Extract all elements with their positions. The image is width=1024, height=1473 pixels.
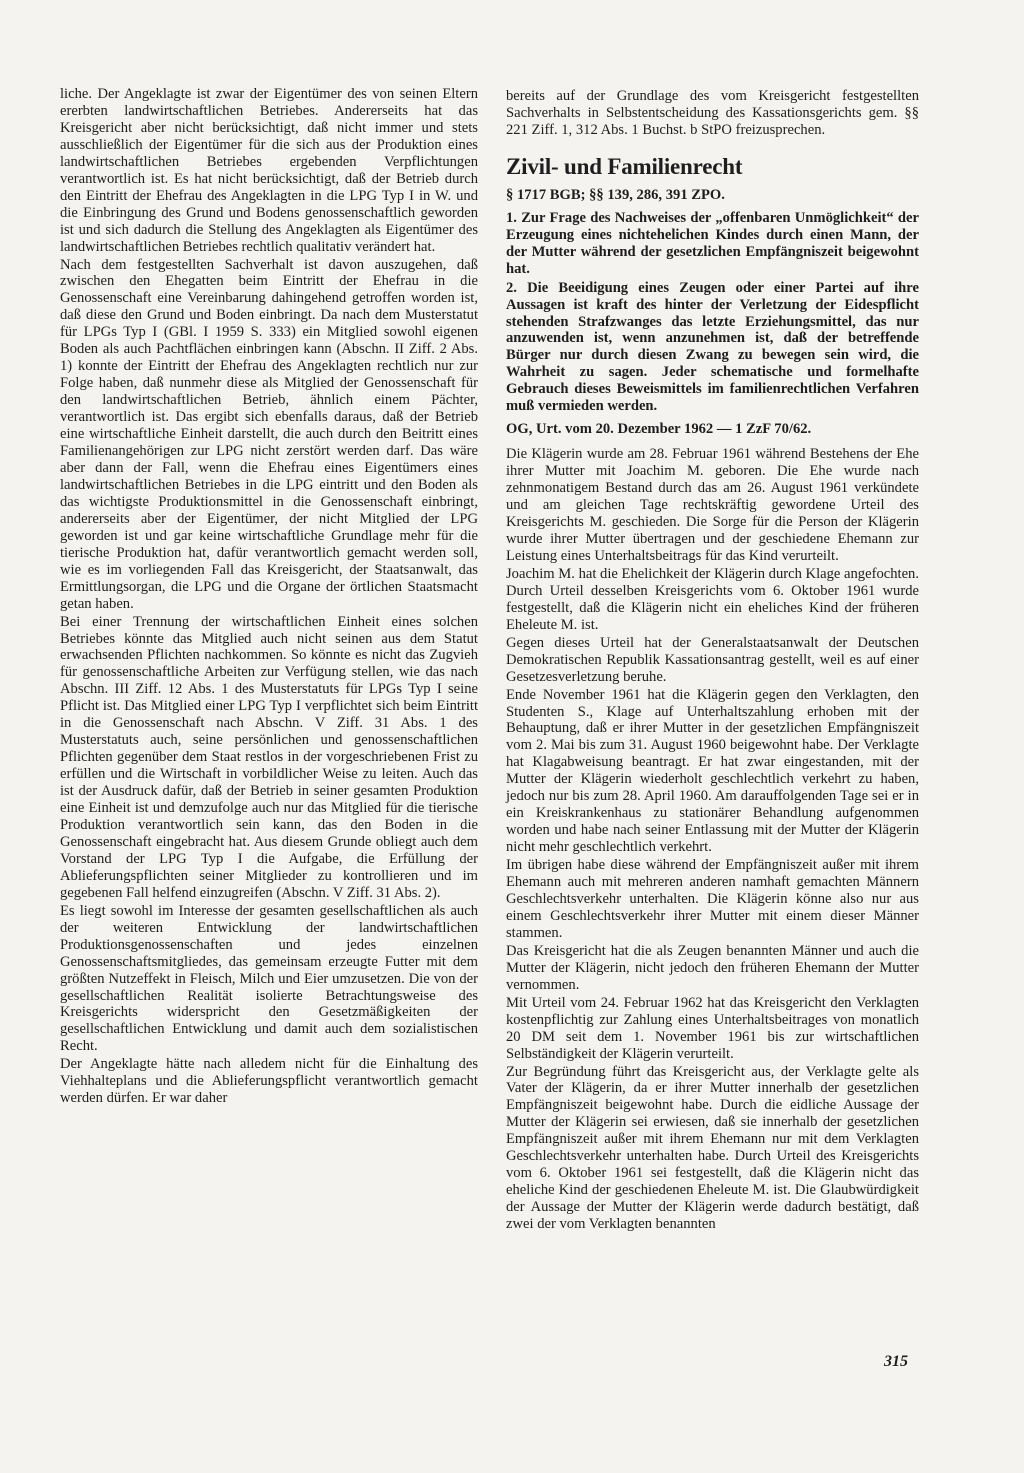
headnote: 1. Zur Frage des Nachweises der „offenbaren Unmöglichkeit“ der Erzeugung eines nichtehelichen Kindes durch einen Mann, der der Mutter während der gesetzlichen Empfängniszeit beigewohnt hat. [506, 209, 919, 277]
headnote: 2. Die Beeidigung eines Zeugen oder einer Partei auf ihre Aussagen ist kraft des hinter der Verletzung der Eidespflicht stehenden Strafzwanges das letzte Erziehungsmittel, das nur anzuwenden ist, wenn anzunehmen ist, daß der betreffende Bürger nur durch diesen Zwang zu bewegen sein wird, die Wahrheit zu sagen. Jeder schematische und formelhafte Gebrauch dieses Beweismittels im familienrechtlichen Verfahren muß vermieden werden. [506, 279, 919, 415]
left-column [60, 86, 478, 1108]
court-reference: OG, Urt. vom 20. Dezember 1962 — 1 ZzF 70/62. [506, 421, 812, 438]
paragraph: Bei einer Trennung der wirtschaftlichen Einheit eines solchen Betriebes könnte das Mitglied auch nicht seinen aus dem Statut erwachsenden Pflichten nachkommen. So könnte es nicht das Zugvieh für genossenschaftliche Arbeiten zur Verfügung stellen, wie das nach Abschn. III Ziff. 12 Abs. 1 des Musterstatuts für LPGs Typ I seine Pflicht ist. Das Mitglied einer LPG Typ I verpflichtet sich beim Eintritt in die Genossenschaft nach Abschn. V Ziff. 31 Abs. 1 des Musterstatuts auch, seine persönlichen und genossenschaftlichen Pflichten gegenüber dem Staat restlos in der vorgeschriebenen Frist zu erfüllen und die Wirtschaft in vorbildlicher Weise zu leiten. Auch das ist der Ausdruck dafür, daß der Betrieb in seiner gesamten Produktion eine Einheit ist und demzufolge auch nur das Mitglied für die tierische Produktion verantwortlich sein kann, das den Boden in die Genossenschaft eingebracht hat. Aus diesem Grunde obliegt auch dem Vorstand der LPG Typ I die Aufgabe, die Erfüllung der Ablieferungspflichten seiner Mitglieder zu kontrollieren und im gegebenen Fall helfend einzugreifen (Abschn. V Ziff. 31 Abs. 2). [60, 613, 478, 901]
paragraph: Im übrigen habe diese während der Empfängniszeit außer mit ihrem Ehemann auch mit mehreren anderen namhaft gemachten Männern Geschlechtsverkehr unterhalten. Die Klägerin könne also nur aus einem Geschlechtsverkehr ihrer Mutter mit einem dieser Männer stammen. [506, 857, 919, 941]
paragraph: Ende November 1961 hat die Klägerin gegen den Verklagten, den Studenten S., Klage auf Unterhaltszahlung erhoben mit der Behauptung, daß er ihrer Mutter in der gesetzlichen Empfängniszeit vom 2. Mai bis zum 31. August 1960 beigewohnt habe. Der Verklagte hat Klagabweisung beantragt. Er hat zwar eingestanden, mit der Mutter der Klägerin wiederholt geschlechtlich verkehrt zu haben, jedoch nur bis zum 28. April 1960. Am darauffolgenden Tage sei er in ein Kreiskrankenhaus zu stationärer Behandlung aufgenommen worden und habe nach seiner Entlassung mit der Mutter der Klägerin nicht mehr geschlechtlich verkehrt. [506, 686, 919, 856]
legal-norms: § 1717 BGB; §§ 139, 286, 391 ZPO. [506, 186, 725, 203]
page-number: 315 [884, 1353, 908, 1370]
paragraph: liche. Der Angeklagte ist zwar der Eigentümer des von seinen Eltern ererbten landwirtschaftlichen Betriebes. Andererseits hat das Kreisgericht aber nicht berücksichtigt, daß nicht immer und stets ausschließlich der Eigentümer für die sich aus der Produktion eines landwirtschaftlichen Betriebes ergebenden Verpflichtungen verantwortlich ist. Es hat nicht berücksichtigt, daß der Betrieb durch den Eintritt der Ehefrau des Angeklagten in die LPG Typ I in W. und die Einbringung des Grund und Bodens genossenschaftlich geworden ist und sich dadurch die Stellung des Angeklagten als Eigentümer des landwirtschaftlichen Betriebes rechtlich qualitativ verändert hat. [60, 86, 478, 255]
paragraph: Gegen dieses Urteil hat der Generalstaatsanwalt der Deutschen Demokratischen Republik Kassationsantrag gestellt, weil es auf einer Gesetzesverletzung beruhe. [506, 634, 919, 685]
paragraph: Nach dem festgestellten Sachverhalt ist davon auszugehen, daß zwischen den Ehegatten beim Eintritt der Ehefrau in die Genossenschaft eine Vereinbarung dahingehend getroffen worden ist, daß diese den Grund und Boden einbringt. Da nach dem Musterstatut für LPGs Typ I (GBl. I 1959 S. 333) ein Mitglied sowohl eigenen Boden als auch Pachtflächen einbringen kann (Abschn. II Ziff. 2 Abs. 1) konnte der Eintritt der Ehefrau des Angeklagten rechtlich nur zur Folge haben, daß nunmehr diese als Mitglied der Genossenschaft für den landwirtschaftlichen Betrieb, ähnlich einem Pächter, verantwortlich ist. Das ergibt sich ebenfalls daraus, daß der Betrieb eine wirtschaftliche Einheit darstellt, die auch durch den Beitritt eines Familienangehörigen zur LPG nicht zerstört werden darf. Das wäre aber dann der Fall, wenn die Ehefrau eines Eigentümers eines landwirtschaftlichen Betriebes in die LPG eintritt und den Boden als das wichtigste Produktionsmittel in die Genossenschaft einbringt, andererseits aber der Eigentümer, der nicht Mitglied der LPG geworden ist und gar keine wirtschaftliche Grundlage mehr für die tierische Produktion hat, dafür verantwortlich gemacht werden soll, wie es im vorliegenden Fall das Kreisgericht, der Staatsanwalt, das Ermittlungsorgan, die LPG und die Organe der örtlichen Staatsmacht getan haben. [60, 256, 478, 612]
paragraph: Die Klägerin wurde am 28. Februar 1961 während Bestehens der Ehe ihrer Mutter mit Joachim M. geboren. Die Ehe wurde nach zehnmonatigem Bestand durch das am 26. August 1961 verkündete und am gleichen Tage rechtskräftig gewordene Urteil des Kreisgerichts M. geschieden. Die Sorge für die Person der Klägerin wurde ihrer Mutter übertragen und der geschiedene Ehemann zur Leistung eines Unterhaltsbeitrags für das Kind verurteilt. [506, 446, 919, 564]
continuation-paragraph: bereits auf der Grundlage des vom Kreisgericht festgestellten Sachverhalts in Selbstentscheidung des Kassationsgerichts gem. §§ 221 Ziff. 1, 312 Abs. 1 Buchst. b StPO freizusprechen. [506, 88, 919, 138]
paragraph: Es liegt sowohl im Interesse der gesamten gesellschaftlichen als auch der weiteren Entwicklung der landwirtschaftlichen Produktionsgenossenschaften und jedes einzelnen Genossenschaftsmitgliedes, das gemeinsam erzeugte Futter mit dem größten Nutzeffekt in Fleisch, Milch und Eier umzusetzen. Die von der gesellschaftlichen Realität isolierte Betrachtungsweise des Kreisgerichts widerspricht den Gesetzmäßigkeiten der gesellschaftlichen Entwicklung und damit auch dem sozialistischen Recht. [60, 902, 478, 1055]
paragraph: Zur Begründung führt das Kreisgericht aus, der Verklagte gelte als Vater der Klägerin, da er ihrer Mutter innerhalb der gesetzlichen Empfängniszeit beigewohnt habe. Durch die eidliche Aussage der Mutter der Klägerin sei erwiesen, daß sie innerhalb der gesetzlichen Empfängniszeit außer mit ihrem Ehemann nur mit dem Verklagten Geschlechtsverkehr unterhalten habe. Durch Urteil des Kreisgerichts vom 6. Oktober 1961 sei festgestellt, daß die Klägerin nicht das eheliche Kind der geschiedenen Eheleute M. ist. Die Glaubwürdigkeit der Aussage der Mutter der Klägerin werde dadurch bestätigt, daß zwei der vom Verklagten benannten [506, 1063, 919, 1233]
section-title: Zivil- und Familienrecht [506, 153, 743, 179]
paragraph: Mit Urteil vom 24. Februar 1962 hat das Kreisgericht den Verklagten kostenpflichtig zur Zahlung eines Unterhaltsbeitrages von monatlich 20 DM seit dem 1. November 1961 bis zur wirtschaftlichen Selbständigkeit der Klägerin verurteilt. [506, 994, 919, 1062]
paragraph: Das Kreisgericht hat die als Zeugen benannten Männer und auch die Mutter der Klägerin, nicht jedoch den früheren Ehemann der Mutter vernommen. [506, 942, 919, 993]
paragraph: Joachim M. hat die Ehelichkeit der Klägerin durch Klage angefochten. Durch Urteil desselben Kreisgerichts vom 6. Oktober 1961 wurde festgestellt, daß die Klägerin nicht ein eheliches Kind der früheren Eheleute M. ist. [506, 565, 919, 633]
right-column [506, 88, 919, 1234]
paragraph: Der Angeklagte hätte nach alledem nicht für die Einhaltung des Viehhalteplans und die Ablieferungspflicht verantwortlich gemacht werden dürfen. Er war daher [60, 1056, 478, 1107]
